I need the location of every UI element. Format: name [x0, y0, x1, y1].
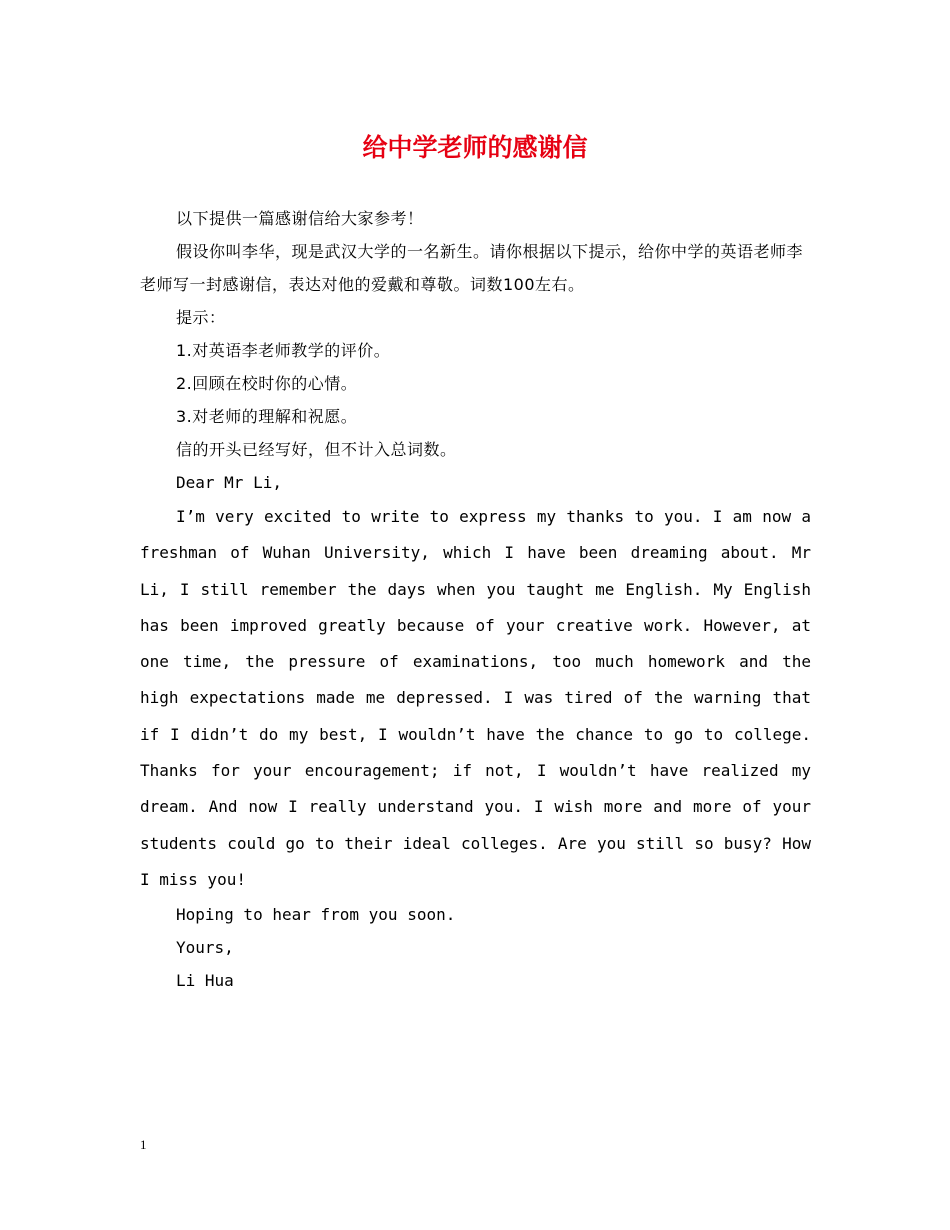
document-title: 给中学老师的感谢信: [362, 133, 588, 162]
hint-item: 2.回顾在校时你的心情。: [176, 374, 358, 393]
letter-body: I’m very excited to write to express my thanks to you. I am now a freshman of Wuhan University, which I have been dreaming about. Mr Li, I still remember the days when you taught me English. My English has been improved greatly because of your creative work. However, at one time, the pressure of examinations, too much homework and the high expectations made me depressed. I was tired of the warning that if I didn’t do my best, I wouldn’t have the chance to go to college. Thanks for your encouragement; if not, I wouldn’t have realized my dream. And now I really understand you. I wish more and more of your students could go to their ideal colleges. Are you still so busy? How I miss you!: [140, 507, 811, 889]
intro-paragraph: 以下提供一篇感谢信给大家参考！: [176, 209, 424, 228]
letter-closing-line: Hoping to hear from you soon.: [176, 905, 456, 925]
hint-item: 1.对英语李老师教学的评价。: [176, 341, 391, 360]
page-number: 1: [140, 1137, 147, 1152]
letter-salutation: Dear Mr Li,: [176, 473, 282, 492]
prompt-paragraph: 假设你叫李华，现是武汉大学的一名新生。请你根据以下提示，给你中学的英语老师李老师写一封感谢信，表达对他的爱戴和尊敬。词数100左右。: [140, 242, 804, 294]
letter-signature: Li Hua: [176, 971, 234, 991]
note-paragraph: 信的开头已经写好，但不计入总词数。: [176, 440, 457, 459]
hint-label: 提示：: [176, 308, 226, 327]
letter-sign-off: Yours,: [176, 938, 234, 958]
document-body: [140, 202, 811, 997]
hint-item: 3.对老师的理解和祝愿。: [176, 407, 358, 426]
